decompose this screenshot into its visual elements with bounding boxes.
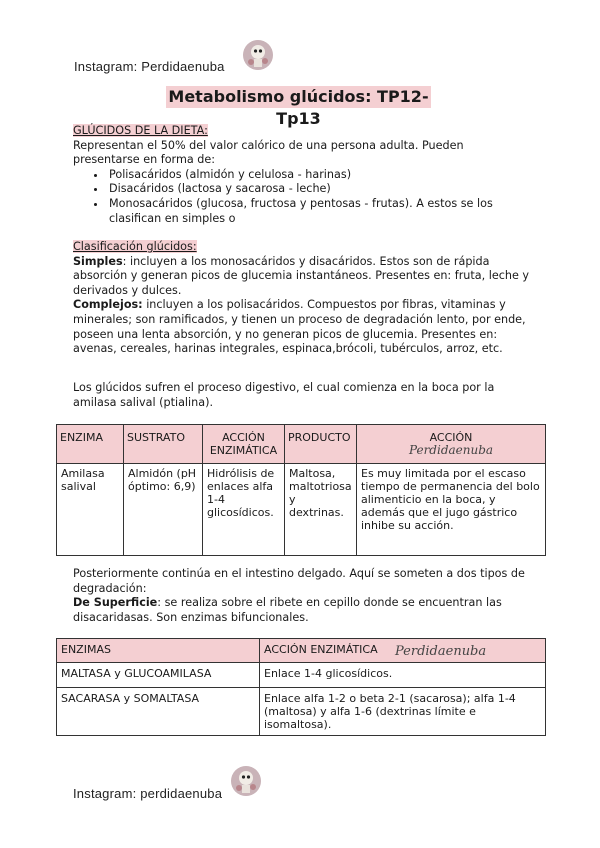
clasificacion-section (73, 240, 533, 357)
table-header: ENZIMA (57, 425, 124, 464)
table-header: PRODUCTO (285, 425, 357, 464)
table-header-accion (260, 639, 546, 663)
table-header-label: ACCIÓN (429, 431, 473, 444)
avatar-icon-top (243, 40, 273, 70)
list-item: • Disacáridos (lactosa y sacarosa - leche) (107, 182, 533, 197)
table-cell: Enlace 1-4 glicosídicos. (260, 663, 546, 688)
complejos-label: Complejos: (73, 298, 143, 312)
dieta-heading: GLÚCIDOS DE LA DIETA: (73, 124, 208, 137)
instagram-handle-bottom: Instagram: perdidaenuba (73, 786, 223, 801)
table-header: ENZIMAS (57, 639, 260, 663)
table-cell: SACARASA y SOMALTASA (57, 688, 260, 736)
table-header: SUSTRATO (124, 425, 203, 464)
dieta-list (73, 168, 533, 226)
table-header: ACCIÓN ENZIMÁTICA (203, 425, 285, 464)
table-cell: MALTASA y GLUCOAMILASA (57, 663, 260, 688)
instagram-handle-top: Instagram: Perdidaenuba (74, 59, 225, 74)
table-header-accion (357, 425, 546, 464)
table-row (57, 464, 546, 556)
watermark-signature: Perdidaenuba (395, 644, 487, 659)
table-row (57, 663, 546, 688)
table-cell: Almidón (pH óptimo: 6,9) (124, 464, 203, 556)
table-cell: Amilasa salival (57, 464, 124, 556)
dieta-section (73, 124, 533, 226)
table-row (57, 688, 546, 736)
table-cell: Hidrólisis de enlaces alfa 1-4 glicosídicos. (203, 464, 285, 556)
avatar-icon-bottom (231, 766, 261, 796)
superficie-label: De Superficie (73, 596, 158, 610)
complejos-text: incluyen a los polisacáridos. Compuestos por fibras, vitaminas y minerales; son ramificados, y tienen un proceso de degradación lento, por ende, poseen una lenta absorción, y no generan picos de glucemia. Presentes en: avenas, cereales, harinas integrales, espinaca,brócoli, tubérculos, arroz, etc. (73, 298, 526, 356)
table-header-label: ACCIÓN ENZIMÁTICA (264, 643, 378, 656)
table-cell: Es muy limitada por el escaso tiempo de permanencia del bolo alimenticio en la boca, y además que el jugo gástrico inhibe su acción. (357, 464, 546, 556)
superficie-text: : se realiza sobre el ribete en cepillo donde se encuentran las disacaridasas. Son enzimas bifuncionales. (73, 596, 502, 624)
clasificacion-heading: Clasificación glúcidos: (73, 240, 197, 253)
table-cell: Enlace alfa 1-2 o beta 2-1 (sacarosa); alfa 1-4 (maltosa) y alfa 1-6 (dextrinas límite e isomaltosa). (260, 688, 546, 736)
page-title: Metabolismo glúcidos: TP12-Tp13 (166, 86, 431, 108)
disacaridasas-table (56, 638, 546, 736)
digestivo-paragraph: Los glúcidos sufren el proceso digestivo, el cual comienza en la boca por la amilasa salival (ptialina). (73, 381, 495, 409)
enzima-table (56, 424, 546, 556)
dieta-intro: Representan el 50% del valor calórico de una persona adulta. Pueden presentarse en forma de: (73, 138, 464, 167)
list-item: • Polisacáridos (almidón y celulosa - harinas) (107, 168, 533, 183)
intestino-section (73, 567, 533, 625)
table-cell: Maltosa, maltotriosa y dextrinas. (285, 464, 357, 556)
watermark-signature: Perdidaenuba (408, 443, 494, 457)
simples-label: Simples (73, 254, 123, 268)
intestino-text: Posteriormente continúa en el intestino delgado. Aquí se someten a dos tipos de degradación: (73, 567, 525, 595)
list-item: • Monosacáridos (glucosa, fructosa y pentosas - frutas). A estos se los clasifican en simples o (107, 197, 533, 226)
simples-text: : incluyen a los monosacáridos y disacáridos. Estos son de rápida absorción y generan picos de glucemia instantáneos. Presentes en: fruta, leche y derivados y dulces. (73, 254, 530, 297)
